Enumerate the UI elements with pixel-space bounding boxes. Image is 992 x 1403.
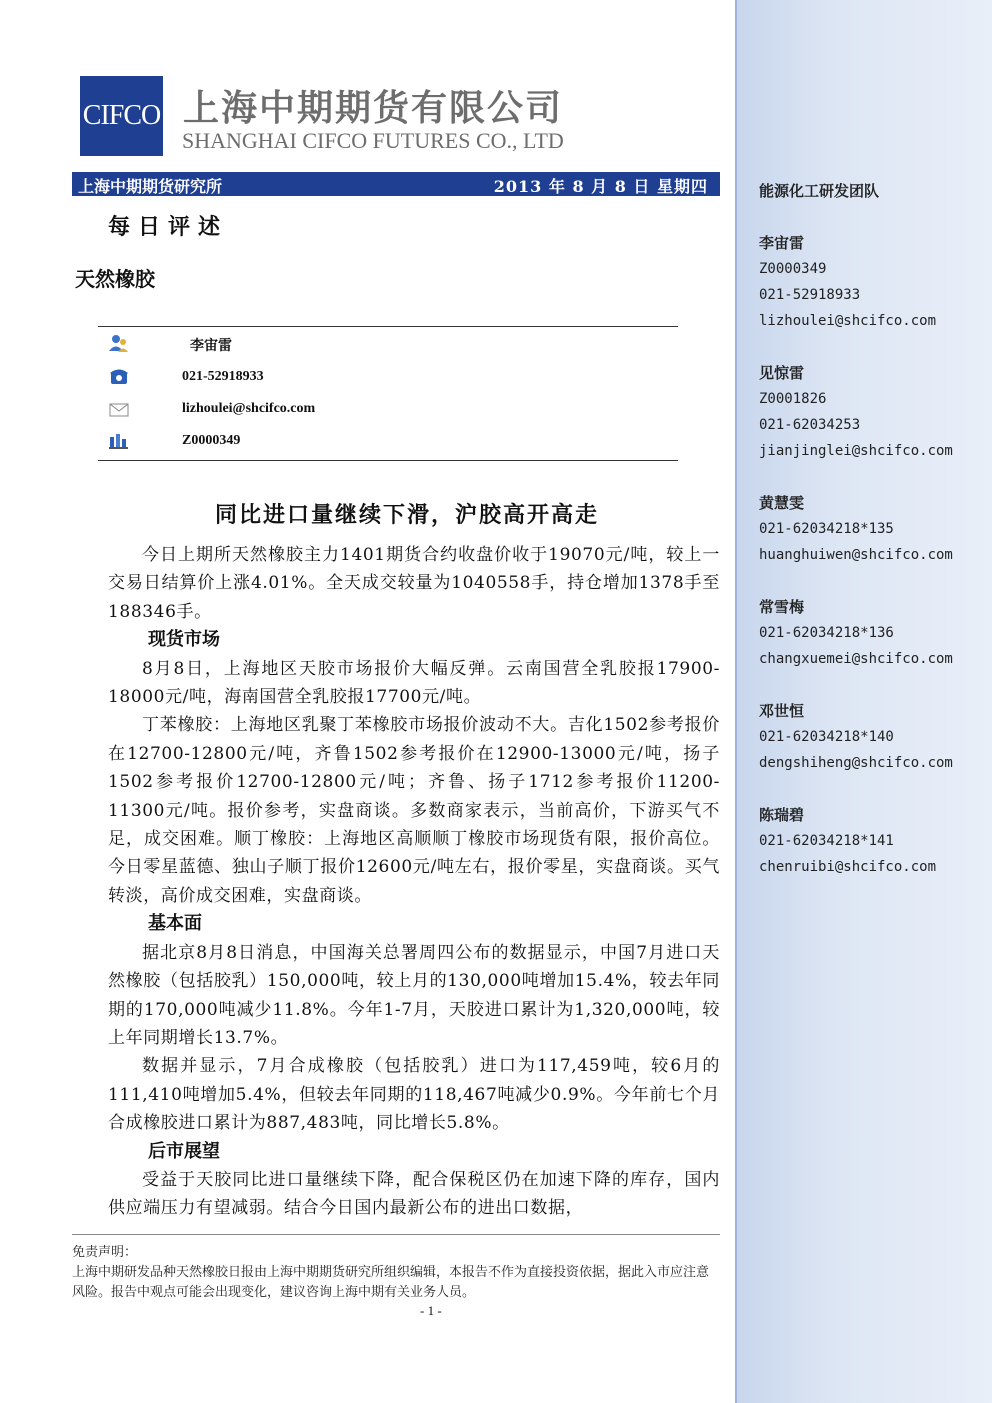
contact-line: Z0001826: [759, 391, 827, 407]
author-phone: 021-52918933: [182, 369, 264, 384]
contact-email[interactable]: chenruibi@shcifco.com: [759, 859, 937, 875]
paragraph-spot-synthetic: 丁苯橡胶：上海地区乳聚丁苯橡胶市场报价波动不大。吉化1502参考报价在12700-12800元/吨，齐鲁1502参考报价在12900-13000元/吨，扬子1502参考报价12700-12800元/吨；齐鲁、扬子1712参考报价11200-11300元/吨。报价参考，实盘商谈。多数商家表示，当前高价，下游买气不足，成交困难。顺丁橡胶：上海地区高顺顺丁橡胶市场现货有限，报价高位。今日零星蓝德、独山子顺丁报价12600元/吨左右，报价零星，实盘商谈。买气转淡，高价成交困难，实盘商谈。: [108, 715, 720, 906]
contact-name: 常雪梅: [759, 598, 805, 616]
header-bar: [72, 172, 720, 196]
contact-name: 李宙雷: [759, 234, 805, 252]
company-name-cn: 上海中期期货有限公司: [183, 88, 564, 129]
contact-card: [759, 494, 953, 572]
author-row-cert: [98, 431, 678, 455]
contact-email[interactable]: huanghuiwen@shcifco.com: [759, 547, 953, 563]
contact-line: 021-62034218*140: [759, 729, 894, 745]
paragraph-import-synthetic: 数据并显示，7月合成橡胶（包括胶乳）进口为117,459吨，较6月的111,410吨增加5.4%，但较去年同期的118,467吨减少0.9%。今年前七个月合成橡胶进口累计为887,483吨，同比增长5.8%。: [108, 1056, 720, 1134]
page-number: - 1 -: [420, 1303, 442, 1318]
contact-line: 021-62034218*135: [759, 521, 894, 537]
contact-name: 见惊雷: [759, 364, 805, 382]
section-heading-fundamental: 基本面: [148, 913, 202, 935]
report-date: 2013 年 8 月 8 日 星期四: [493, 177, 708, 196]
mail-icon: [108, 399, 130, 419]
contact-card: [759, 234, 936, 338]
contact-name: 黄慧雯: [759, 494, 805, 512]
contact-line: Z0000349: [759, 261, 827, 277]
contact-line: 021-62034253: [759, 417, 861, 433]
paragraph-import-natural: 据北京8月8日消息，中国海关总署周四公布的数据显示，中国7月进口天然橡胶（包括胶乳）150,000吨，较上月的130,000吨增加15.4%，较去年同期的170,000吨减少11.8%。今年1-7月，天胶进口累计为1,320,000吨，较上年同期增长13.7%。: [108, 942, 720, 1048]
company-name-en: SHANGHAI CIFCO FUTURES CO., LTD: [182, 128, 564, 153]
company-logo: [80, 76, 163, 156]
institute-name: 上海中期期货研究所: [78, 177, 223, 196]
article-headline: 同比进口量继续下滑，沪胶高开高走: [215, 502, 600, 528]
article-body: [108, 541, 720, 1223]
contact-card: [759, 702, 953, 780]
team-name: 能源化工研发团队: [759, 182, 880, 200]
paragraph-market-summary: 今日上期所天然橡胶主力1401期货合约收盘价收于19070元/吨，较上一交易日结算价上涨4.01%。全天成交较量为1040558手，持仓增加1378手至188346手。: [108, 545, 720, 622]
contact-card: [759, 806, 936, 884]
author-row-email: [98, 399, 678, 423]
logo-text: CIFCO: [82, 100, 161, 131]
contact-email[interactable]: changxuemei@shcifco.com: [759, 651, 953, 667]
contact-email[interactable]: lizhoulei@shcifco.com: [759, 313, 937, 329]
contact-line: 021-52918933: [759, 287, 861, 303]
author-name: 李宙雷: [190, 338, 232, 354]
disclaimer: [72, 1243, 720, 1303]
contact-card: [759, 598, 953, 676]
author-row-name: [98, 333, 678, 357]
disclaimer-title: 免责声明：: [72, 1245, 138, 1260]
paragraph-outlook: 受益于天胶同比进口量继续下降，配合保税区仍在加速下降的库存，国内供应端压力有望减弱。结合今日国内最新公布的进出口数据，: [108, 1169, 720, 1219]
sidebar: [735, 0, 992, 1403]
disclaimer-text: 上海中期研发品种天然橡胶日报由上海中期期货研究所组织编辑，本报告不作为直接投资依据，据此入市应注意风险。报告中观点可能会出现变化，建议咨询上海中期有关业务人员。: [72, 1265, 710, 1300]
section-heading-spot: 现货市场: [148, 629, 220, 651]
author-row-phone: [98, 367, 678, 391]
product-name: 天然橡胶: [75, 267, 155, 291]
person-icon: [108, 333, 130, 353]
contact-card: [759, 364, 953, 468]
author-block: [98, 326, 678, 461]
contact-line: 021-62034218*141: [759, 833, 894, 849]
contact-line: 021-62034218*136: [759, 625, 894, 641]
contact-name: 陈瑞碧: [759, 806, 805, 824]
footer-divider: [72, 1234, 720, 1235]
contact-email[interactable]: dengshiheng@shcifco.com: [759, 755, 953, 771]
contact-email[interactable]: jianjinglei@shcifco.com: [759, 443, 953, 459]
contact-name: 邓世恒: [759, 702, 805, 720]
certificate-icon: [108, 431, 130, 451]
author-email: lizhoulei@shcifco.com: [182, 401, 316, 416]
author-cert: Z0000349: [182, 433, 241, 448]
paragraph-spot-natural: 8月8日，上海地区天胶市场报价大幅反弹。云南国营全乳胶报17900-18000元/吨，海南国营全乳胶报17700元/吨。: [108, 658, 720, 708]
phone-icon: [108, 367, 130, 387]
section-heading-outlook: 后市展望: [148, 1140, 220, 1162]
report-type: 每日评述: [108, 214, 229, 240]
